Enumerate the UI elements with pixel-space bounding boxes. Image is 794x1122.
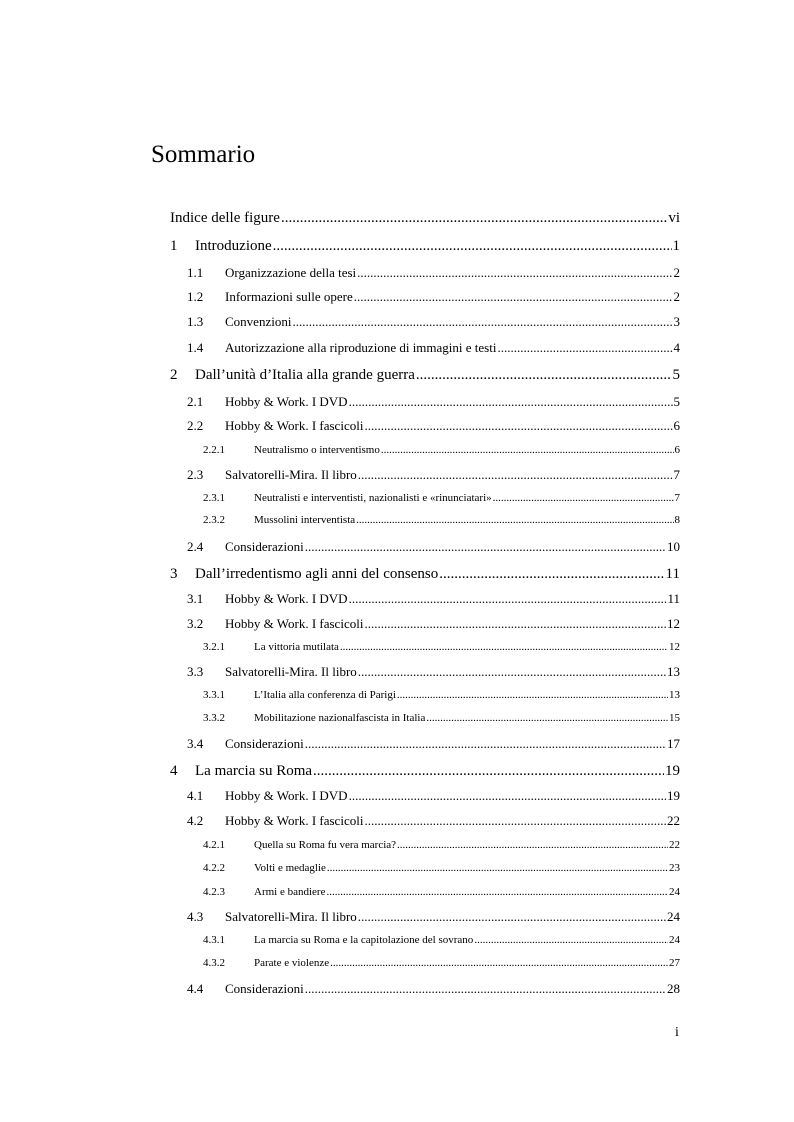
- toc-entry[interactable]: [203, 957, 680, 969]
- toc-entry-page: 3: [673, 314, 680, 329]
- toc-entry-number: 3.3.2: [203, 712, 225, 724]
- toc-leader-dots: [305, 981, 666, 997]
- toc-entry-page: 12: [669, 641, 680, 653]
- toc-entry-number: 2: [170, 367, 178, 383]
- toc-entry-number: 2.1: [187, 394, 204, 409]
- toc-entry[interactable]: [203, 444, 680, 456]
- toc-entry-page: 8: [674, 514, 680, 526]
- toc-entry-page: 7: [673, 467, 680, 482]
- toc-entry-number: 1.1: [187, 265, 204, 280]
- toc-entry-page: 11: [667, 591, 680, 606]
- toc-entry-label: Informazioni sulle opere: [225, 289, 353, 304]
- toc-entry[interactable]: [187, 909, 680, 925]
- toc-entry-number: 2.3.1: [203, 492, 225, 504]
- toc-entry-number: 4.2: [187, 813, 204, 828]
- toc-entry-label: Parate e violenze: [254, 957, 330, 969]
- toc-entry-label: Hobby & Work. I DVD: [225, 591, 348, 606]
- toc-entry-number: 4: [170, 763, 178, 779]
- toc-leader-dots: [364, 616, 666, 632]
- toc-entry-label: Considerazioni: [225, 981, 304, 996]
- toc-leader-dots: [493, 492, 674, 504]
- toc-leader-dots: [356, 514, 673, 526]
- toc-entry[interactable]: [187, 340, 680, 356]
- toc-entry-number: 1: [170, 238, 178, 254]
- toc-leader-dots: [426, 712, 668, 724]
- toc-leader-dots: [330, 957, 668, 969]
- toc-entry-page: 11: [665, 566, 680, 582]
- page-number: i: [675, 1025, 679, 1040]
- toc-leader-dots: [439, 566, 664, 583]
- toc-leader-dots: [364, 418, 672, 434]
- toc-entry-label: Neutralisti e interventisti, nazionalisti e «rinunciatari»: [254, 492, 492, 504]
- toc-entry-label: Volti e medaglie: [254, 862, 326, 874]
- toc-leader-dots: [305, 539, 666, 555]
- toc-leader-dots: [305, 736, 666, 752]
- toc-entry-label: Salvatorelli-Mira. Il libro: [225, 467, 357, 482]
- toc-entry-label: Salvatorelli-Mira. Il libro: [225, 909, 357, 924]
- toc-entry-page: vi: [668, 210, 680, 226]
- toc-entry[interactable]: [187, 736, 680, 752]
- toc-leader-dots: [326, 886, 668, 898]
- toc-entry[interactable]: [170, 566, 680, 583]
- toc-entry-page: 2: [673, 289, 680, 304]
- toc-entry[interactable]: [187, 981, 680, 997]
- toc-leader-dots: [416, 367, 672, 384]
- toc-entry-label: Neutralismo o interventismo: [254, 444, 380, 456]
- toc-entry-number: 3.4: [187, 736, 204, 751]
- toc-entry-number: 4.3.1: [203, 934, 225, 946]
- toc-entry-label: Armi e bandiere: [254, 886, 326, 898]
- toc-entry-label: Considerazioni: [225, 539, 304, 554]
- toc-entry[interactable]: [203, 839, 680, 851]
- toc-entry-page: 15: [669, 712, 680, 724]
- toc-leader-dots: [281, 210, 667, 227]
- toc-entry-page: 24: [667, 909, 680, 924]
- toc-entry-label: Hobby & Work. I fascicoli: [225, 418, 364, 433]
- toc-entry-number: 1.3: [187, 314, 204, 329]
- toc-entry-label: Hobby & Work. I fascicoli: [225, 616, 364, 631]
- toc-entry-label: Salvatorelli-Mira. Il libro: [225, 664, 357, 679]
- toc-entry[interactable]: [203, 689, 680, 701]
- toc-entry-number: 4.1: [187, 788, 204, 803]
- toc-entry-label: Introduzione: [195, 238, 272, 254]
- toc-leader-dots: [358, 664, 666, 680]
- toc-leader-dots: [340, 641, 668, 653]
- toc-leader-dots: [292, 314, 672, 330]
- toc-entry-page: 22: [667, 813, 680, 828]
- toc-leader-dots: [358, 909, 666, 925]
- toc-entry[interactable]: [187, 467, 680, 483]
- toc-entry-label: Hobby & Work. I fascicoli: [225, 813, 364, 828]
- toc-entry[interactable]: [187, 616, 680, 632]
- toc-entry-page: 10: [667, 539, 680, 554]
- toc-leader-dots: [474, 934, 668, 946]
- toc-entry-number: 2.3.2: [203, 514, 225, 526]
- toc-leader-dots: [397, 689, 668, 701]
- toc-entry-page: 24: [669, 934, 680, 946]
- toc-entry-page: 19: [665, 763, 680, 779]
- toc-entry-label: Organizzazione della tesi: [225, 265, 357, 280]
- toc-entry[interactable]: [203, 934, 680, 946]
- toc-entry[interactable]: [203, 514, 680, 526]
- toc-leader-dots: [349, 394, 673, 410]
- toc-leader-dots: [357, 265, 672, 281]
- toc-entry-page: 12: [667, 616, 680, 631]
- toc-entry[interactable]: [187, 265, 680, 281]
- toc-entry-label: Dall’unità d’Italia alla grande guerra: [195, 367, 415, 383]
- toc-entry-page: 17: [667, 736, 680, 751]
- toc-entry-number: 2.4: [187, 539, 204, 554]
- toc-entry[interactable]: [170, 210, 680, 227]
- toc-entry[interactable]: [187, 664, 680, 680]
- toc-entry-page: 24: [669, 886, 680, 898]
- toc-entry-number: 4.3.2: [203, 957, 225, 969]
- toc-leader-dots: [327, 862, 668, 874]
- toc-entry[interactable]: [170, 238, 680, 255]
- toc-entry-page: 1: [672, 238, 680, 254]
- toc-entry-number: 1.4: [187, 340, 204, 355]
- toc-entry-number: 4.2.2: [203, 862, 225, 874]
- toc-entry-number: 2.3: [187, 467, 204, 482]
- toc-entry[interactable]: [203, 641, 680, 653]
- toc-entry-label: Hobby & Work. I DVD: [225, 394, 348, 409]
- toc-entry-label: Considerazioni: [225, 736, 304, 751]
- toc-entry-page: 13: [667, 664, 680, 679]
- toc-entry-number: 3.3.1: [203, 689, 225, 701]
- toc-entry[interactable]: [187, 418, 680, 434]
- toc-entry[interactable]: [203, 886, 680, 898]
- toc-entry-label: Autorizzazione alla riproduzione di immagini e testi: [225, 340, 497, 355]
- toc-leader-dots: [354, 289, 673, 305]
- toc-leader-dots: [381, 444, 674, 456]
- toc-entry-label: Quella su Roma fu vera marcia?: [254, 839, 397, 851]
- toc-entry-page: 4: [673, 340, 680, 355]
- toc-leader-dots: [273, 238, 672, 255]
- toc-leader-dots: [349, 788, 666, 804]
- toc-entry-number: 4.3: [187, 909, 204, 924]
- toc-entry-number: 3.2.1: [203, 641, 225, 653]
- toc-entry-number: 4.2.3: [203, 886, 225, 898]
- toc-entry-label: Indice delle figure: [170, 210, 280, 226]
- toc-entry[interactable]: [187, 813, 680, 829]
- toc-entry-page: 6: [674, 444, 680, 456]
- toc-entry-number: 3: [170, 566, 178, 582]
- toc-entry-label: L’Italia alla conferenza di Parigi: [254, 689, 396, 701]
- toc-entry[interactable]: [187, 591, 680, 607]
- toc-entry-label: Dall’irredentismo agli anni del consenso: [195, 566, 439, 582]
- toc-entry[interactable]: [187, 394, 680, 410]
- toc-entry-number: 4.2.1: [203, 839, 225, 851]
- toc-entry-number: 1.2: [187, 289, 204, 304]
- toc-entry[interactable]: [170, 367, 680, 384]
- toc-entry-label: La marcia su Roma e la capitolazione del sovrano: [254, 934, 474, 946]
- toc-entry-page: 5: [672, 367, 680, 383]
- toc-entry[interactable]: [187, 539, 680, 555]
- toc-entry-label: Convenzioni: [225, 314, 292, 329]
- toc-entry[interactable]: [187, 788, 680, 804]
- toc-entry-page: 6: [673, 418, 680, 433]
- toc-entry-number: 2.2.1: [203, 444, 225, 456]
- toc-entry[interactable]: [187, 314, 680, 330]
- toc-entry-label: La vittoria mutilata: [254, 641, 339, 653]
- toc-entry-page: 13: [669, 689, 680, 701]
- toc-entry-label: Mobilitazione nazionalfascista in Italia: [254, 712, 426, 724]
- toc-entry-number: 3.3: [187, 664, 204, 679]
- toc-entry[interactable]: [203, 492, 680, 504]
- toc-entry[interactable]: [187, 289, 680, 305]
- toc-entry-label: Hobby & Work. I DVD: [225, 788, 348, 803]
- toc-entry[interactable]: [203, 712, 680, 724]
- toc-entry-page: 28: [667, 981, 680, 996]
- toc-leader-dots: [358, 467, 673, 483]
- toc-entry[interactable]: [203, 862, 680, 874]
- toc-leader-dots: [497, 340, 672, 356]
- toc-entry-page: 27: [669, 957, 680, 969]
- toc-entry-number: 3.1: [187, 591, 204, 606]
- toc-entry-page: 5: [673, 394, 680, 409]
- toc-entry-page: 7: [674, 492, 680, 504]
- toc-leader-dots: [313, 763, 664, 780]
- toc-leader-dots: [397, 839, 668, 851]
- toc-leader-dots: [364, 813, 666, 829]
- toc-leader-dots: [349, 591, 667, 607]
- toc-entry-page: 23: [669, 862, 680, 874]
- toc-entry-page: 2: [673, 265, 680, 280]
- toc-entry-page: 19: [667, 788, 680, 803]
- toc-entry-number: 4.4: [187, 981, 204, 996]
- toc-entry-number: 3.2: [187, 616, 204, 631]
- toc-entry-label: La marcia su Roma: [195, 763, 313, 779]
- toc-entry-label: Mussolini interventista: [254, 514, 356, 526]
- page-title: Sommario: [151, 141, 256, 168]
- toc-entry-page: 22: [669, 839, 680, 851]
- toc-entry-number: 2.2: [187, 418, 204, 433]
- toc-entry[interactable]: [170, 763, 680, 780]
